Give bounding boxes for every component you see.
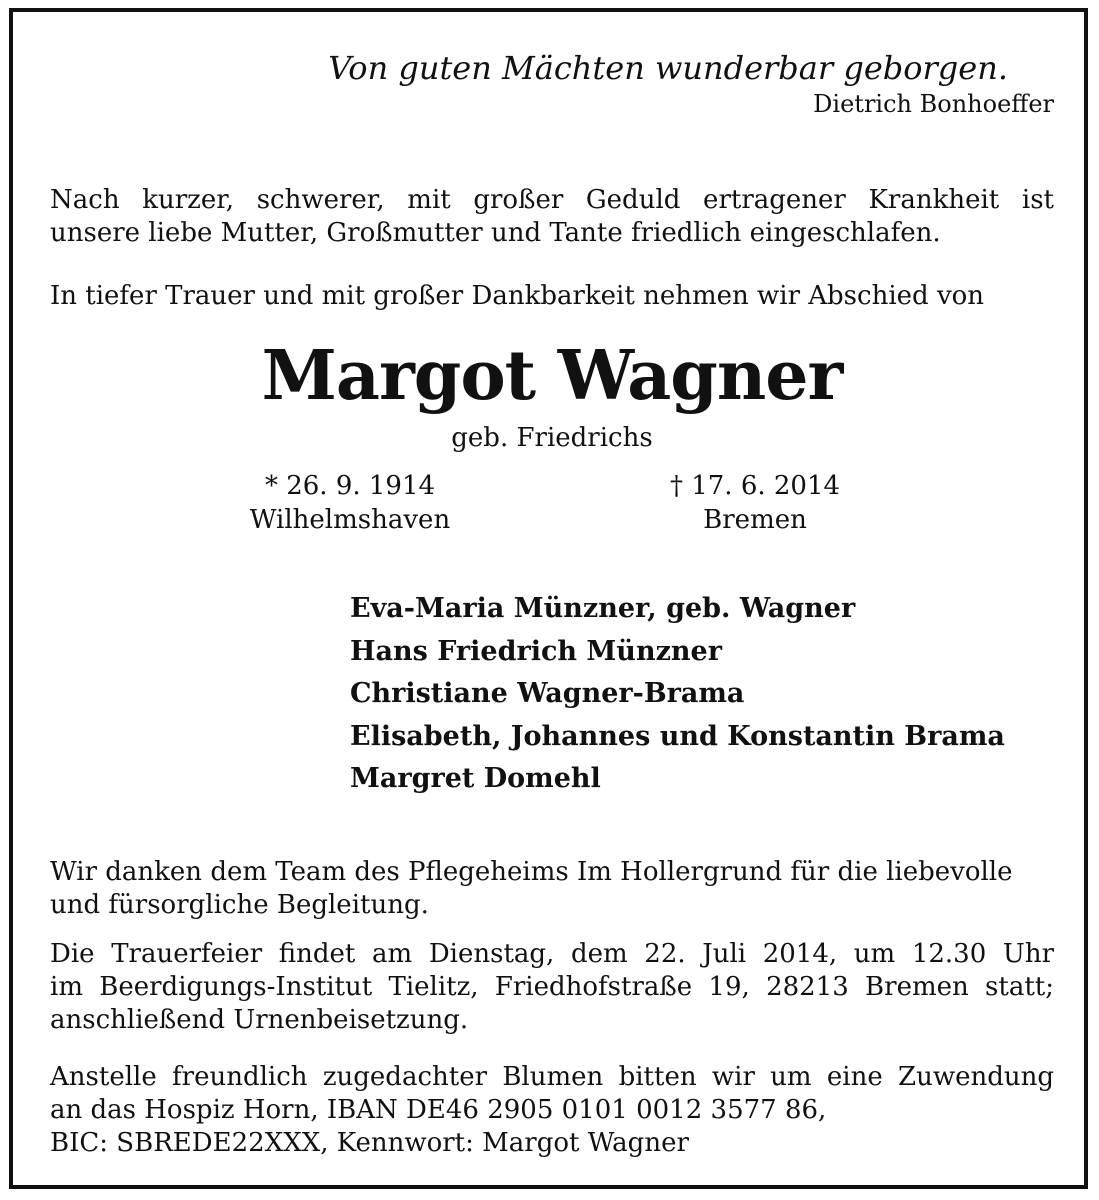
funeral-paragraph xyxy=(50,938,1054,1037)
thanks-line-2: und fürsorgliche Begleitung. xyxy=(50,890,429,920)
motto xyxy=(328,48,1054,118)
obituary-notice xyxy=(9,8,1088,1189)
birth-date: * 26. 9. 1914 xyxy=(264,471,436,501)
death-info xyxy=(645,469,865,537)
funeral-line-1: Die Trauerfeier findet am Dienstag, dem 22. Juli 2014, um 12.30 Uhr xyxy=(50,939,1054,969)
deceased-name: Margot Wagner xyxy=(261,336,843,416)
survivor-name: Hans Friedrich Münzner xyxy=(350,635,722,667)
motto-quote: Von guten Mächten wunderbar geborgen. xyxy=(328,49,1008,87)
survivor-name: Eva-Maria Münzner, geb. Wagner xyxy=(350,593,856,624)
farewell-line: In tiefer Trauer und mit großer Dankbarkeit nehmen wir Abschied von xyxy=(50,281,985,311)
donation-line-1: Anstelle freundlich zugedachter Blumen bitten wir um eine Zuwendung xyxy=(50,1062,1054,1092)
death-place: Bremen xyxy=(703,505,807,535)
birth-place: Wilhelmshaven xyxy=(249,505,451,535)
intro-paragraph xyxy=(50,184,1054,250)
birth-info xyxy=(220,469,480,537)
thanks-line-1: Wir danken dem Team des Pflegeheims Im Hollergrund für die liebevolle xyxy=(50,857,1013,887)
funeral-line-3: anschließend Urnenbeisetzung. xyxy=(50,1005,469,1035)
death-date: † 17. 6. 2014 xyxy=(669,471,841,501)
donation-line-3: BIC: SBREDE22XXX, Kennwort: Margot Wagner xyxy=(50,1128,689,1158)
survivor-name: Elisabeth, Johannes und Konstantin Brama xyxy=(350,720,1005,752)
donation-line-2: an das Hospiz Horn, IBAN DE46 2905 0101 0012 3577 86, xyxy=(50,1095,827,1125)
intro-line-1: Nach kurzer, schwerer, mit großer Geduld ertragener Krankheit ist xyxy=(50,185,1054,215)
notice-content xyxy=(50,12,1054,1185)
thanks-paragraph xyxy=(50,856,1054,922)
survivor-name: Margret Domehl xyxy=(350,763,601,794)
survivors-list xyxy=(350,588,1005,801)
motto-author: Dietrich Bonhoeffer xyxy=(813,90,1054,118)
maiden-name: geb. Friedrichs xyxy=(451,423,653,453)
donation-paragraph xyxy=(50,1061,1054,1160)
intro-line-2: unsere liebe Mutter, Großmutter und Tante friedlich eingeschlafen. xyxy=(50,218,941,248)
funeral-line-2: im Beerdigungs-Institut Tielitz, Friedhofstraße 19, 28213 Bremen statt; xyxy=(50,972,1054,1002)
survivor-name: Christiane Wagner-Brama xyxy=(350,678,745,709)
